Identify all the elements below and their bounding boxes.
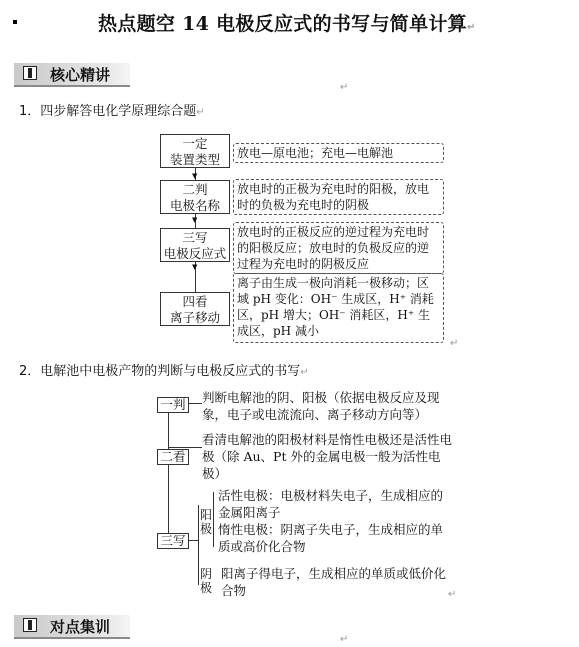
return-mark: ↵ [340, 82, 349, 93]
tree-branch [188, 540, 198, 541]
section-icon [23, 618, 37, 632]
step-label-3: 三写 电极反应式 [160, 228, 230, 262]
tag-write: 三写 [157, 533, 189, 549]
step-text-4: 离子由生成一极向消耗一极移动；区域 pH 变化：OH⁻ 生成区，H⁺ 消耗区，pH 增大；OH⁻ 消耗区，H⁺ 生成区，pH 减小 [233, 273, 444, 343]
page-title: 热点题空 14 电极反应式的书写与简单计算↵ [98, 13, 476, 35]
section-icon [23, 66, 37, 80]
arrow-down-icon: ▼ [192, 263, 198, 271]
arrow-down-icon: ▼ [192, 216, 198, 224]
step-label-1: 一定 装置类型 [160, 134, 230, 168]
return-mark: ↵ [340, 634, 349, 645]
step-text-3: 放电时的正极反应的逆过程为充电时的阳极反应；放电时的负极反应的逆过程为充电时的阴极反应 [233, 222, 444, 274]
return-mark: ↵ [448, 589, 457, 600]
section-header-practice [14, 615, 130, 639]
anode-label: 阳极 [200, 508, 213, 536]
tree-trunk [168, 403, 169, 540]
heading-2: 2．电解池中电极产物的判断与电极反应式的书写↵ [19, 364, 309, 379]
tree-subtrunk [198, 505, 199, 585]
arrow-down-icon: ▼ [192, 172, 198, 180]
step-label-4: 四看 离子移动 [160, 292, 230, 326]
tree-text-look: 看清电解池的阳极材料是惰性电极还是活性电极（除 Au、Pt 外的金属电极一般为活性电极） [202, 432, 453, 481]
cathode-text: 阳离子得电子，生成相应的单质或低价化合物 [221, 566, 447, 598]
section-label: 对点集训 [50, 618, 111, 636]
step-text-2: 放电时的正极为充电时的阳极，放电时的负极为充电时的阴极 [233, 179, 444, 215]
tag-look: 二看 [157, 449, 189, 465]
section-header-core [14, 63, 130, 87]
heading-1: 1．四步解答电化学原理综合题↵ [19, 104, 205, 119]
step-text-1: 放电—原电池；充电—电解池 [233, 143, 444, 163]
step-label-2: 二判 电极名称 [160, 180, 230, 214]
cathode-label: 阴极 [200, 567, 213, 595]
anode-inert-text: 惰性电极：阴离子失电子，生成相应的单质或高价化合物 [218, 522, 444, 554]
tree-branch [168, 447, 202, 448]
return-mark: ↵ [450, 338, 459, 349]
bullet-mark [13, 20, 17, 24]
tag-judge: 一判 [157, 397, 189, 413]
section-label: 核心精讲 [50, 66, 111, 84]
tree-text-judge: 判断电解池的阴、阳极（依据电极反应及现象，电子或电流流向、离子移动方向等） [202, 390, 440, 422]
anode-active-text: 活性电极：电极材料失电子，生成相应的金属阳离子 [218, 488, 444, 520]
